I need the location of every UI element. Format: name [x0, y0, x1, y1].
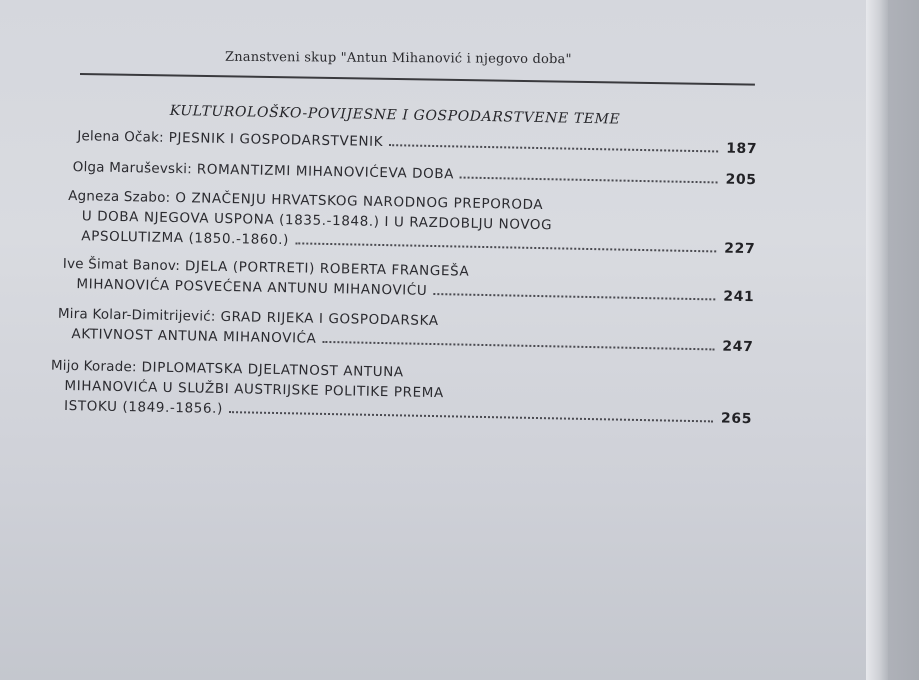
toc-entry — [62, 254, 755, 307]
dot-leader — [322, 341, 714, 351]
section-title: KULTUROLOŠKO-POVIJESNE I GOSPODARSTVENE TEME — [169, 102, 621, 128]
dot-leader — [460, 177, 718, 184]
toc-page-number: 265 — [720, 410, 753, 428]
toc-page-number: 205 — [725, 171, 757, 189]
page-edge — [866, 0, 888, 680]
toc-author: Jelena Očak: — [77, 128, 165, 146]
toc-page-number: 247 — [722, 338, 754, 356]
toc-page-number: 187 — [726, 140, 758, 158]
toc-title-line: DIPLOMATSKA DJELATNOST ANTUNA — [141, 359, 404, 381]
toc-title-line: GRAD RIJEKA I GOSPODARSKA — [220, 308, 439, 330]
toc-title-line: ISTOKU (1849.-1856.) — [63, 397, 224, 417]
toc-title-line: O ZNAČENJU HRVATSKOG NARODNOG PREPORODA — [175, 190, 544, 214]
toc-title-line: MIHANOVIĆA POSVEĆENA ANTUNU MIHANOVIĆU — [76, 276, 428, 299]
toc-title-line: MIHANOVIĆA U SLUŽBI AUSTRIJSKE POLITIKE PREMA — [64, 377, 444, 402]
toc-entry — [77, 126, 757, 159]
dot-leader — [433, 293, 715, 300]
toc-entry — [67, 186, 756, 259]
dot-leader — [389, 144, 718, 152]
toc-title-line: APSOLUTIZMA (1850.-1860.) — [81, 228, 290, 249]
toc-author: Mira Kolar-Dimitrijević: — [57, 305, 216, 325]
toc-entry — [73, 157, 757, 190]
toc-author: Ive Šimat Banov: — [62, 255, 181, 275]
toc-entry — [57, 304, 754, 357]
toc-title-line: ROMANTIZMI MIHANOVIĆEVA DOBA — [196, 161, 455, 183]
toc-entry-last-line — [73, 157, 757, 190]
toc-title-line: U DOBA NJEGOVA USPONA (1835.-1848.) I U RAZDOBLJU NOVOG — [81, 208, 553, 234]
toc-author: Olga Maruševski: — [72, 159, 193, 178]
dot-leader — [295, 242, 716, 252]
dot-leader — [229, 411, 713, 422]
toc-author: Mijo Korade: — [50, 357, 137, 376]
toc-title-line: DJELA (PORTRETI) ROBERTA FRANGEŠA — [184, 258, 470, 280]
toc-page-number: 227 — [724, 240, 756, 258]
toc-title-line: AKTIVNOST ANTUNA MIHANOVIĆA — [71, 326, 317, 347]
toc-entry-last-line — [77, 126, 757, 159]
toc-author: Agneza Szabo: — [68, 187, 171, 206]
running-head: Znanstveni skup "Antun Mihanović i njegovo doba" — [224, 49, 572, 68]
toc-entry — [50, 356, 753, 429]
toc-page-number: 241 — [723, 288, 755, 306]
toc-title-line: PJESNIK I GOSPODARSTVENIK — [168, 129, 384, 151]
